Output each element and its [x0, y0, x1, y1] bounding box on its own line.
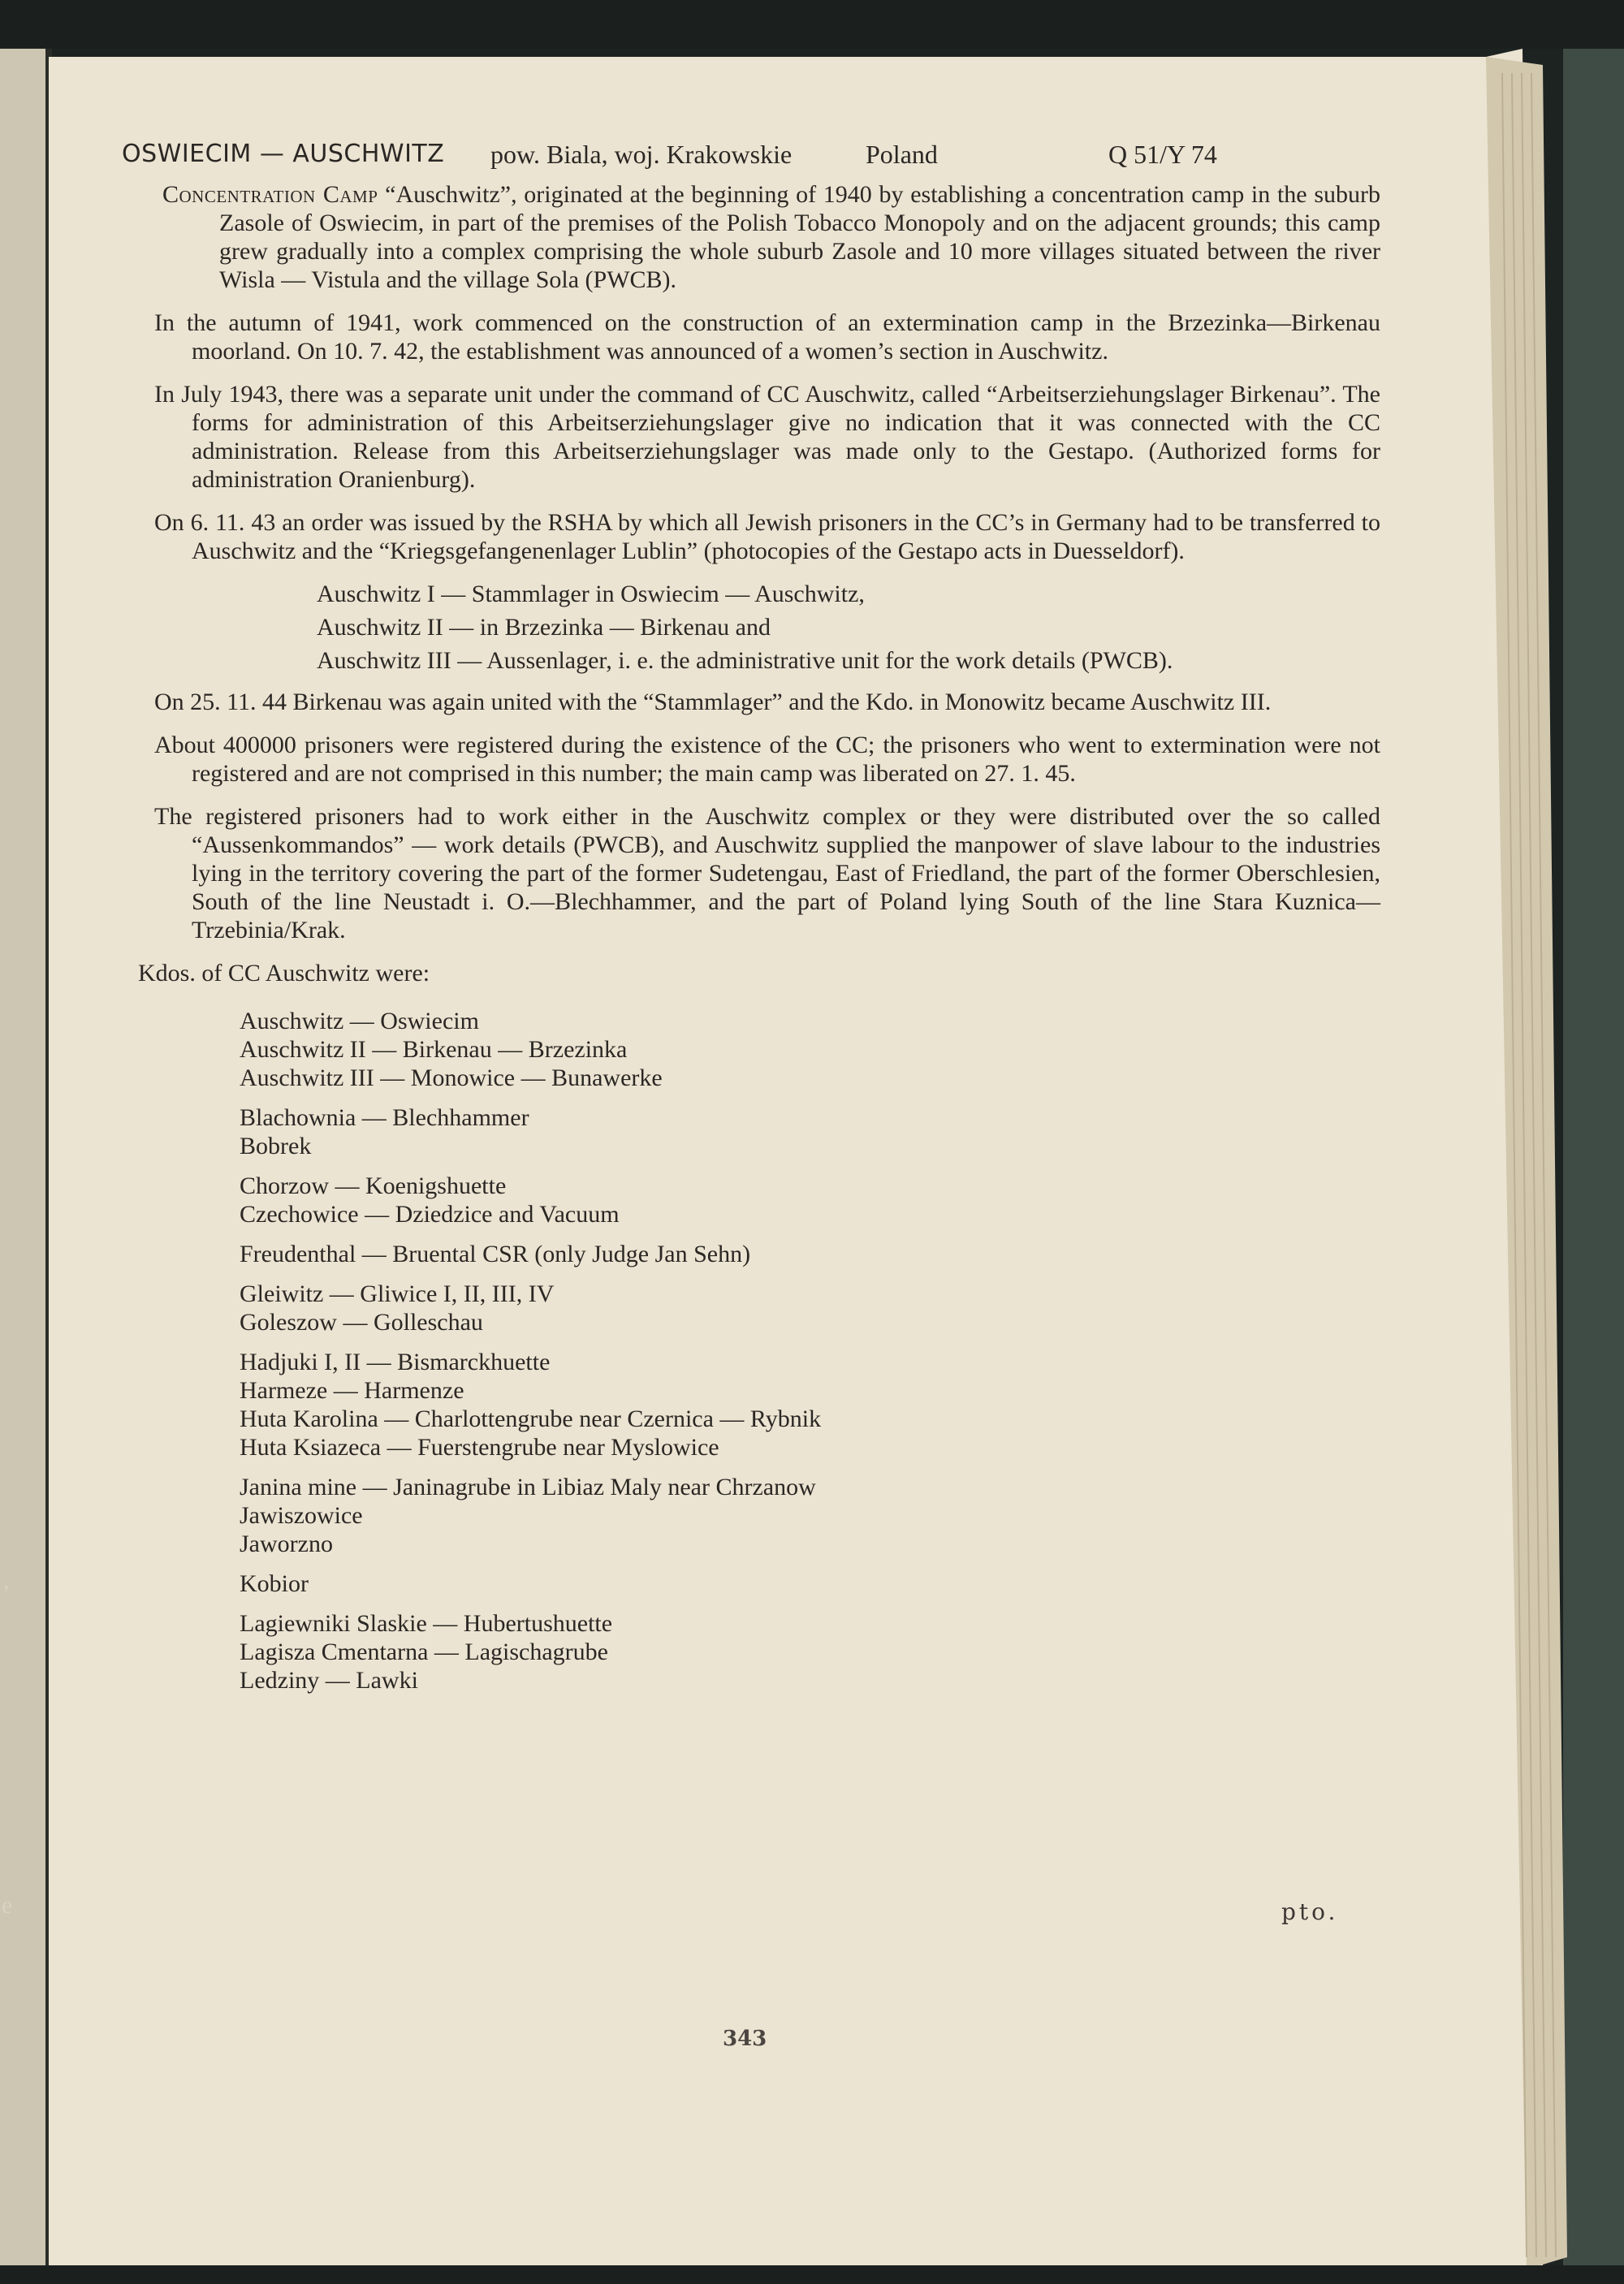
page-text	[122, 138, 1380, 1706]
kdo-item: Lagiewniki Slaskie — Hubertushuette	[240, 1610, 613, 1637]
kdo-item: Gleiwitz — Gliwice I, II, III, IV	[240, 1280, 555, 1307]
kdo-item: Auschwitz — Oswiecim	[240, 1008, 479, 1034]
kdo-item: Hadjuki I, II — Bismarckhuette	[240, 1349, 551, 1375]
paragraph: On 6. 11. 43 an order was issued by the RSHA by which all Jewish prisoners in the CC’s in Germany had to be transferred to Auschwitz and the “Kriegsgefangenenlager Lublin” (photocopies of the Gestapo acts in Duesseldorf).	[154, 509, 1380, 564]
header-country: Poland	[866, 140, 938, 169]
kdo-item: Janina mine — Janinagrube in Libiaz Maly near Chrzanow	[240, 1474, 816, 1500]
paragraph-lead: Concentration Camp	[162, 181, 378, 208]
kdo-group	[240, 1172, 1380, 1228]
kdo-item: Blachownia — Blechhammer	[240, 1104, 529, 1131]
unit-item: Auschwitz I — Stammlager in Oswiecim — Auschwitz,	[317, 581, 865, 607]
header-district: pow. Biala, woj. Krakowskie	[490, 140, 793, 169]
kdo-item: Jawiszowice	[240, 1502, 363, 1529]
left-margin-mark: ,	[3, 1567, 10, 1594]
kdo-item: Auschwitz III — Monowice — Bunawerke	[240, 1064, 663, 1091]
kdo-item: Huta Karolina — Charlottengrube near Czernica — Rybnik	[240, 1405, 822, 1432]
kdo-item: Huta Ksiazeca — Fuerstengrube near Myslowice	[240, 1434, 719, 1461]
kdo-item: Kobior	[240, 1570, 309, 1597]
kdo-group	[240, 1240, 1380, 1268]
pto-note: pto.	[1281, 1898, 1339, 1925]
paragraph: In the autumn of 1941, work commenced on the construction of an extermination camp in the Brzezinka—Birkenau moorland. On 10. 7. 42, the establishment was announced of a women’s section in Auschwitz.	[154, 309, 1380, 365]
kdos-list	[154, 1007, 1380, 1695]
kdo-group	[240, 1569, 1380, 1598]
kdo-item: Czechowice — Dziedzice and Vacuum	[240, 1201, 620, 1228]
kdo-item: Auschwitz II — Birkenau — Brzezinka	[240, 1036, 628, 1063]
kdo-item: Jaworzno	[240, 1531, 333, 1557]
kdo-item: Lagisza Cmentarna — Lagischagrube	[240, 1639, 608, 1665]
kdo-group	[240, 1609, 1380, 1695]
kdos-heading: Kdos. of CC Auschwitz were:	[138, 960, 430, 987]
kdo-group	[240, 1007, 1380, 1092]
kdo-item: Harmeze — Harmenze	[240, 1377, 464, 1404]
paragraph: About 400000 prisoners were registered during the existence of the CC; the prisoners who went to extermination were not registered and are not comprised in this number; the main camp was liberated on 27. 1. 45.	[154, 732, 1380, 787]
kdo-group	[240, 1103, 1380, 1160]
header-reference: Q 51/Y 74	[1108, 140, 1217, 169]
kdo-item: Chorzow — Koenigshuette	[240, 1172, 507, 1199]
unit-item: Auschwitz II — in Brzezinka — Birkenau and	[317, 614, 771, 641]
paragraph: The registered prisoners had to work either in the Auschwitz complex or they were distributed over the so called “Aussenkommandos” — work details (PWCB), and Auschwitz supplied the manpower of slave labour to the industries lying in the territory covering the part of the former Sudetengau, East of Friedland, the part of the former Oberschlesien, South of the line Neustadt i. O.—Blechhammer, and the part of Poland lying South of the line Stara Kuznica—Trzebinia/Krak.	[154, 803, 1380, 943]
kdo-item: Ledziny — Lawki	[240, 1667, 418, 1694]
kdo-group	[240, 1280, 1380, 1336]
page-header	[122, 138, 1380, 175]
kdo-item: Bobrek	[240, 1133, 312, 1159]
page-number: 343	[723, 2027, 767, 2051]
unit-list	[317, 580, 1380, 675]
left-margin-mark: e	[2, 1892, 13, 1919]
right-cover	[1563, 0, 1624, 2284]
paragraph: On 25. 11. 44 Birkenau was again united with the “Stammlager” and the Kdo. in Monowitz became Auschwitz III.	[154, 689, 1272, 715]
paragraph: In July 1943, there was a separate unit under the command of CC Auschwitz, called “Arbeitserziehungslager Birkenau”. The forms for administration of this Arbeitserziehungslager give no indication that it was connected with the CC administration. Release from this Arbeitserziehungslager was made only to the Gestapo. (Authorized forms for administration Oranienburg).	[154, 381, 1380, 493]
paragraph: Concentration Camp “Auschwitz”, originated at the beginning of 1940 by establishing a concentration camp in the suburb Zasole of Oswiecim, in part of the premises of the Polish Tobacco Monopoly and on the adjacent grounds; this camp grew gradually into a complex comprising the whole suburb Zasole and 10 more villages situated between the river Wisla — Vistula and the village Sola (PWCB).	[162, 181, 1380, 293]
kdo-item: Goleszow — Golleschau	[240, 1309, 483, 1336]
kdo-group	[240, 1473, 1380, 1558]
kdo-group	[240, 1348, 1380, 1462]
header-place: OSWIECIM — AUSCHWITZ	[122, 140, 445, 168]
unit-item: Auschwitz III — Aussenlager, i. e. the administrative unit for the work details (PWCB).	[317, 647, 1173, 674]
kdo-item: Freudenthal — Bruental CSR (only Judge Jan Sehn)	[240, 1241, 751, 1267]
